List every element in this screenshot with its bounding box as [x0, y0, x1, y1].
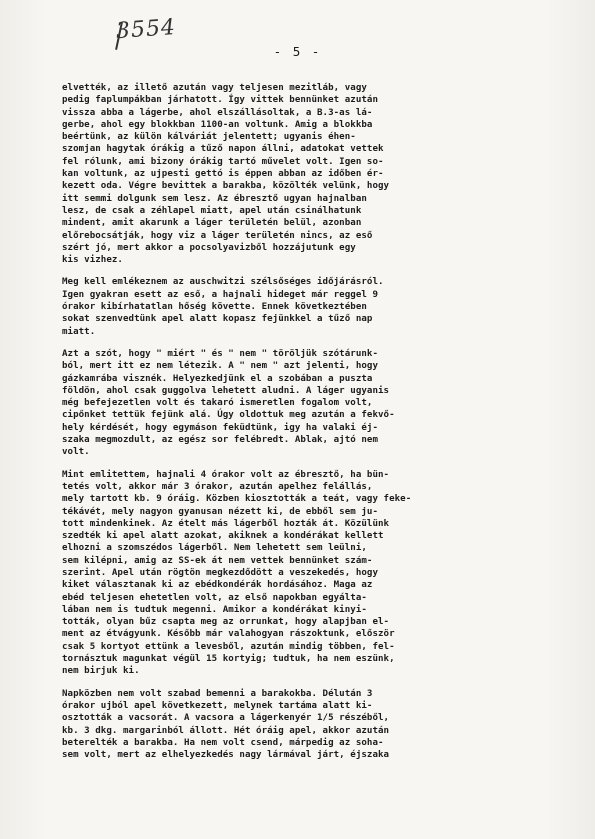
text-line: gerbe, ahol egy blokkban 1100-an voltunk. Amig a blokkba [62, 119, 373, 130]
paragraph [62, 348, 532, 459]
text-line: pedig faplumpákban járhatott. Így vittek bennünket azután [62, 95, 378, 106]
paragraph [62, 82, 532, 266]
text-line: kiket választanak ki az ebédkondérák hordásához. Maga az [62, 580, 373, 591]
text-line: ból, mert itt ez nem létezik. A " nem " azt jelenti, hogy [62, 361, 378, 372]
text-line: hely kérdését, hogy egymáson feküdtünk, igy ha valaki éj- [62, 422, 378, 433]
text-line: Napközben nem volt szabad bemenni a barakokba. Délután 3 [62, 688, 373, 699]
text-line: Igen gyakran esett az eső, a hajnali hideget már reggel 9 [62, 289, 378, 300]
text-line: Mint emlitettem, hajnali 4 órakor volt az ébresztő, ha bün- [62, 469, 390, 480]
text-line: nem birjuk ki. [62, 666, 140, 677]
text-line: cipőnket tettük fejünk alá. Úgy oldottuk meg azután a fekvő- [62, 410, 395, 421]
text-line: még befejezetlen volt és takaró ismeretlen fogalom volt, [62, 398, 373, 409]
text-line: tott mindenkinek. Az ételt más lágerből hozták át. Közülünk [62, 518, 390, 529]
text-line: szomjan hagytak órákig a tűző napon állni, adatokat vettek [62, 144, 384, 155]
text-line: vissza abba a lágerbe, ahol elszállásoltak, a B.3-as lá- [62, 107, 373, 118]
paragraph [62, 469, 532, 678]
text-line: órakor ujból apel következett, melynek tartáma alatt ki- [62, 700, 373, 711]
text-line: sem volt, mert az elhelyezkedés nagy lármával járt, éjszaka [62, 750, 390, 761]
text-line: elvették, az illető azután vagy teljesen mezitláb, vagy [62, 83, 367, 93]
text-line: szedték ki apel alatt azokat, akiknek a kondérákat kellett [62, 531, 384, 542]
text-line: volt. [62, 447, 90, 458]
text-line: kan voltunk, az ujpesti gettó is éppen abban az időben ér- [62, 169, 384, 180]
text-line: kb. 3 dkg. margarinból állott. Hét óráig apel, akkor azután [62, 725, 390, 736]
text-line: Azt a szót, hogy " miért " és " nem " töröljük szótárunk- [62, 348, 378, 359]
text-line: tékávét, mely nagyon gyanusan nézett ki, de ebből sem ju- [62, 506, 378, 517]
text-line: kis vizhez. [62, 255, 123, 266]
paragraph [62, 276, 532, 337]
text-line: szért jó, mert akkor a pocsolyavizből hozzájutunk egy [62, 242, 356, 253]
text-line: beértünk, az külön kálváriát jelentett; ugyanis éhen- [62, 132, 356, 143]
text-line: lában nem is tudtuk megenni. Amikor a kondérákat kinyi- [62, 604, 367, 615]
text-line: kezett oda. Végre bevittek a barakba, közölték velünk, hogy [62, 181, 390, 192]
text-line: mely tartott kb. 9 óráig. Közben kiosztották a teát, vagy feke- [62, 494, 412, 505]
text-line: szaka megmozdult, az egész sor felébredt. Ablak, ajtó nem [62, 435, 378, 446]
text-line: Meg kell emlékeznem az auschwitzi szélsőséges időjárásról. [62, 277, 384, 288]
text-line: beterelték a barakba. Ha nem volt csend, márpedig az soha- [62, 737, 384, 748]
text-line: sokat szenvedtünk apel alatt kopasz fejünkkel a tűző nap [62, 314, 373, 325]
text-line: osztották a vacsorát. A vacsora a lágerkenyér 1/5 részéből, [62, 713, 390, 724]
text-line: tották, olyan bűz csapta meg az orrunkat, hogy alapjban el- [62, 617, 390, 628]
text-line: sem kilépni, amig az SS-ek át nem vettek bennünket szám- [62, 555, 373, 566]
text-line: tetés volt, akkor már 3 órakor, azután apelhez felállás, [62, 481, 373, 492]
text-line: ment az étvágyunk. Később már valahogyan rászoktunk, először [62, 629, 395, 640]
page-number: - 5 - [273, 44, 322, 59]
handwritten-archive-number: 3554 [115, 14, 177, 45]
text-line: mindent, amit akarunk a láger területén belül, azonban [62, 218, 362, 229]
text-line: tornásztuk magunkat végül 15 kortyig; tudtuk, ha nem eszünk, [62, 654, 395, 665]
text-line: itt semmi dolgunk sem lesz. Az ébresztő ugyan hajnalban [62, 193, 367, 204]
text-line: fel rólunk, ami bizony órákig tartó művelet volt. Igen so- [62, 156, 384, 167]
text-line: gázkamrába visznék. Helyezkedjünk el a szobában a puszta [62, 373, 373, 384]
text-line: lesz, de csak a zéhlapel miatt, apel után csinálhatunk [62, 205, 362, 216]
text-line: földön, ahol csak guggolva lehetett aludni. A láger ugyanis [62, 385, 390, 396]
text-line: előrebocsátják, hogy viz a láger területén nincs, az eső [62, 230, 373, 241]
text-line: ebéd teljesen ehetetlen volt, az első napokban egyálta- [62, 592, 367, 603]
text-line: csak 5 kortyot ettünk a levesből, azután mindig többen, fel- [62, 641, 395, 652]
text-line: órakor kibírhatatlan hőség követte. Ennek következtében [62, 302, 367, 313]
text-line: miatt. [62, 326, 96, 337]
text-line: szerint. Apel után rögtön megkezdődött a veszekedés, hogy [62, 567, 378, 578]
document-body [62, 82, 532, 771]
paragraph [62, 688, 532, 762]
text-line: elhozni a szomszédos lágerből. Nem lehetett sem leülni, [62, 543, 367, 554]
